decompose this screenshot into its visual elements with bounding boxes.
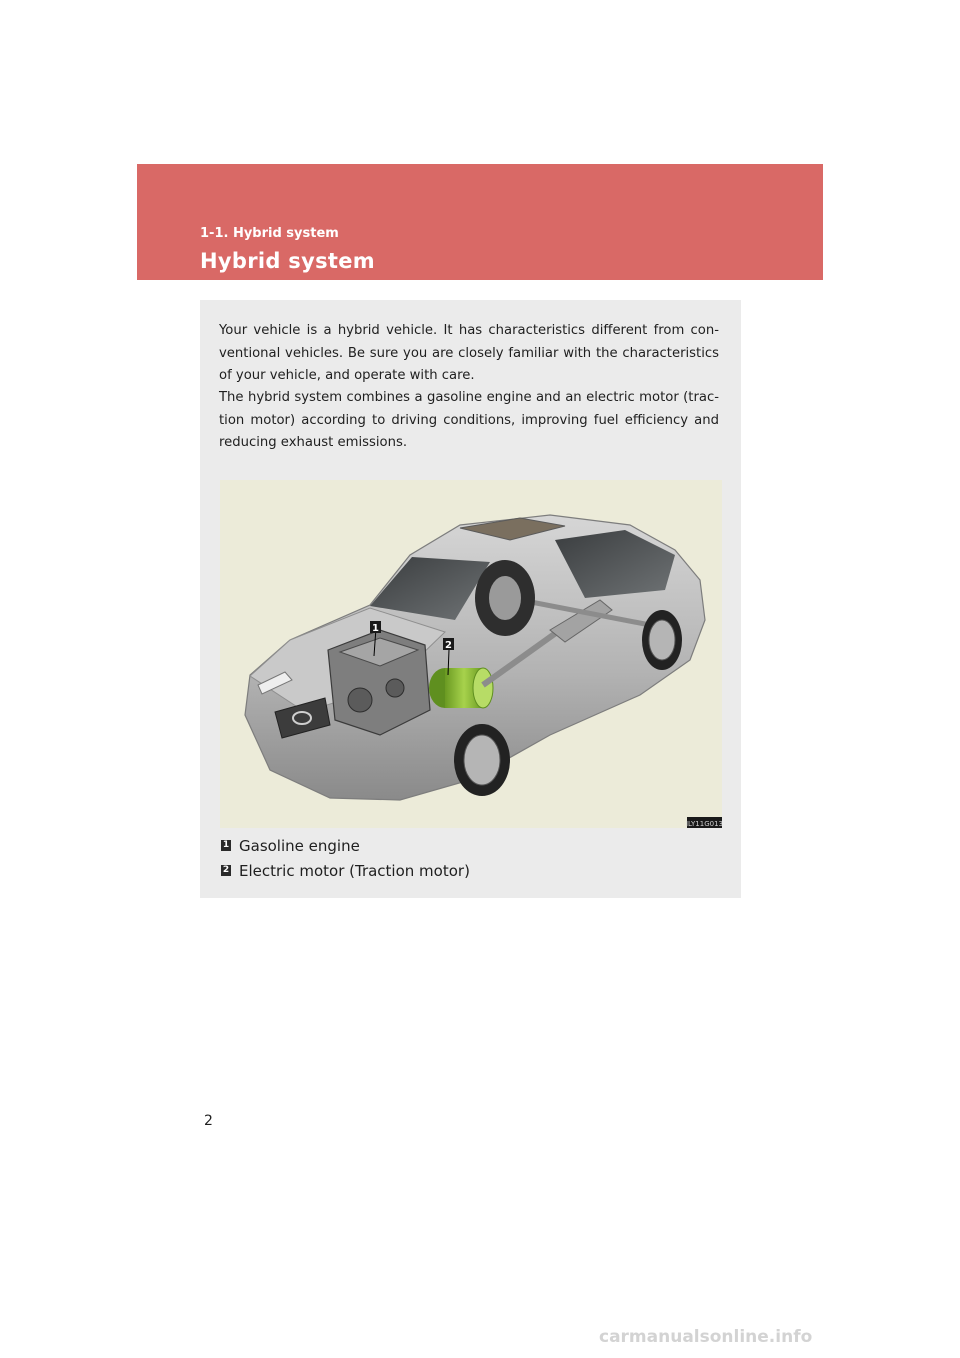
section-label: 1-1. Hybrid system [200,226,339,241]
figure-code-label: ILY11G013 [685,820,722,828]
callout-1-marker [370,621,381,634]
legend-number: 1 [222,840,230,850]
callout-1-label: 1 [372,623,379,634]
page-number: 2 [204,1113,213,1129]
legend-label: Electric motor (Traction motor) [239,862,470,880]
electric-motor [429,668,493,708]
front-wheel [454,724,510,796]
watermark: carmanualsonline.info [599,1327,813,1347]
callout-2-label: 2 [445,640,452,651]
page-title: Hybrid system [200,249,375,273]
hybrid-car-illustration [220,480,722,828]
rear-wheel [642,610,682,670]
callout-2-marker [443,638,454,651]
figure-code-box [686,817,722,828]
car-cutaway-drawing [220,480,722,828]
legend-label: Gasoline engine [239,837,360,855]
intro-paragraph-2: The hybrid system combines a gasoline engine and an electric motor (trac-tion motor) according to driving conditions, improving fuel efficiency and reducing exhaust emissions. [219,390,719,450]
legend-number: 2 [222,865,230,875]
intro-paragraph-1: Your vehicle is a hybrid vehicle. It has characteristics different from con-ventional vehicles. Be sure you are closely familiar with the characteristics of your vehicle, and operate with care. [219,323,719,383]
